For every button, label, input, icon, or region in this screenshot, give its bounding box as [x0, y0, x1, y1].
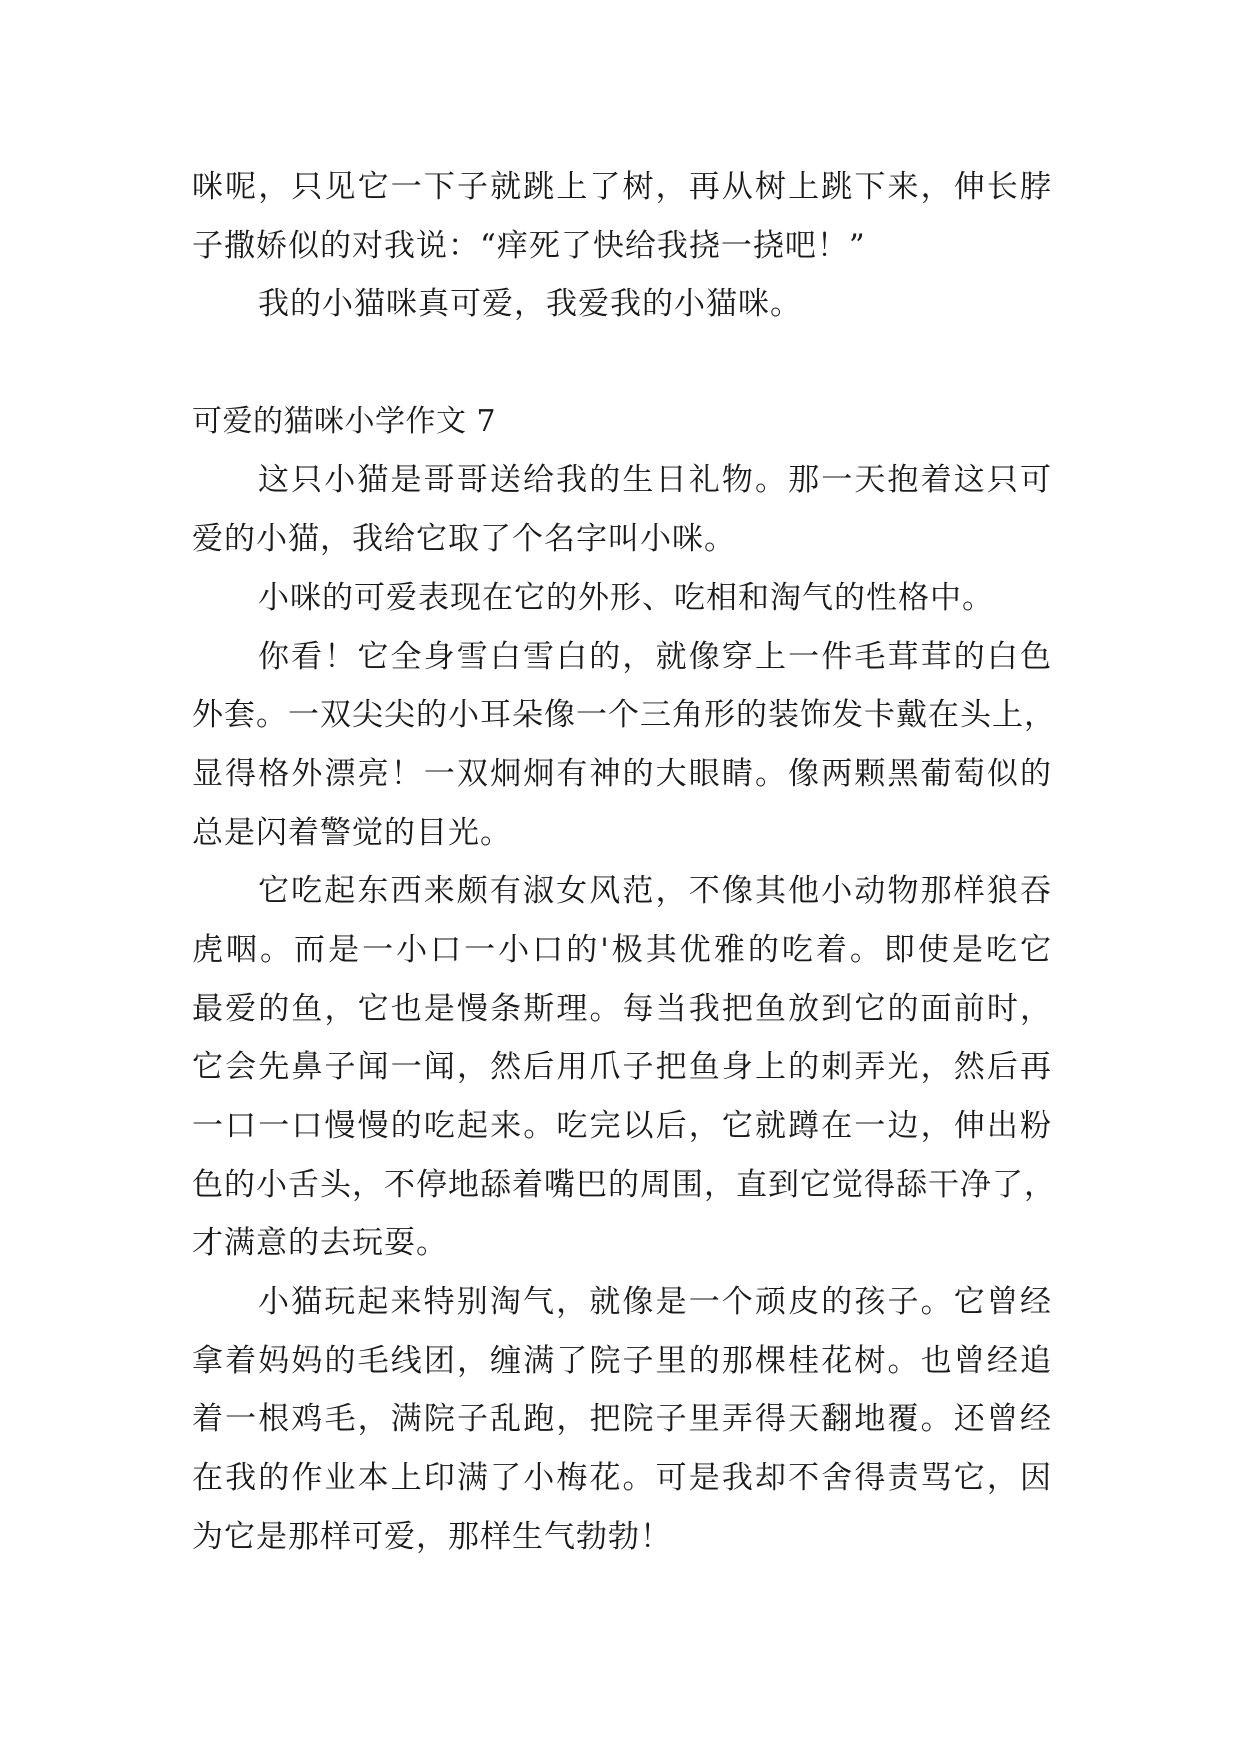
text-line: 拿着妈妈的毛线团，缠满了院子里的那棵桂花树。也曾经追 — [192, 1342, 1052, 1379]
text-line: 你看！它全身雪白雪白的，就像穿上一件毛茸茸的白色 — [258, 638, 1052, 675]
text-line: 一口一口慢慢的吃起来。吃完以后，它就蹲在一边，伸出粉 — [192, 1108, 1052, 1144]
paragraph — [192, 862, 1056, 1273]
text-line: 子撒娇似的对我说：“痒死了快给我挠一挠吧！” — [192, 227, 866, 264]
text-line: 爱的小猫，我给它取了个名字叫小咪。 — [192, 521, 736, 558]
text-line: 显得格外漂亮！一双炯炯有神的大眼睛。像两颗黑葡萄似的 — [192, 755, 1052, 792]
text-line: 它会先鼻子闻一闻，然后用爪子把鱼身上的刺弄光，然后再 — [192, 1049, 1052, 1086]
text-line: 在我的作业本上印满了小梅花。可是我却不舍得责骂它，因 — [192, 1460, 1052, 1497]
paragraph — [192, 1273, 1052, 1566]
document-page — [192, 158, 1056, 1567]
paragraph-spacer — [192, 334, 1052, 393]
paragraph — [192, 569, 1052, 628]
section-title: 可爱的猫咪小学作文 7 — [192, 403, 497, 439]
text-line: 色的小舌头，不停地舔着嘴巴的周围，直到它觉得舔干净了， — [192, 1166, 1056, 1203]
paragraph — [192, 158, 1052, 275]
text-line: 着一根鸡毛，满院子乱跑，把院子里弄得天翻地覆。还曾经 — [192, 1401, 1052, 1438]
text-line: 咪呢，只见它一下子就跳上了树，再从树上跳下来，伸长脖 — [192, 169, 1052, 205]
text-line: 这只小猫是哥哥送给我的生日礼物。那一天抱着这只可 — [258, 462, 1052, 499]
paragraph — [192, 451, 1052, 568]
paragraph — [192, 628, 1056, 863]
text-line: 它吃起东西来颇有淑女风范，不像其他小动物那样狼吞 — [258, 873, 1052, 910]
text-line: 总是闪着警觉的目光。 — [192, 814, 512, 851]
text-line: 小猫玩起来特别淘气，就像是一个顽皮的孩子。它曾经 — [258, 1284, 1052, 1321]
text-line: 外套。一双尖尖的小耳朵像一个三角形的装饰发卡戴在头上， — [192, 697, 1056, 734]
text-line: 为它是那样可爱，那样生气勃勃！ — [192, 1518, 672, 1555]
text-line: 我的小猫咪真可爱，我爱我的小猫咪。 — [258, 286, 802, 323]
text-line: 才满意的去玩耍。 — [192, 1225, 448, 1262]
text-line: 最爱的鱼，它也是慢条斯理。每当我把鱼放到它的面前时， — [192, 990, 1052, 1027]
paragraph — [192, 275, 1052, 334]
text-line: 小咪的可爱表现在它的外形、吃相和淘气的性格中。 — [258, 579, 994, 616]
text-line: 虎咽。而是一小口一小口的'极其优雅的吃着。即使是吃它 — [192, 931, 1052, 968]
